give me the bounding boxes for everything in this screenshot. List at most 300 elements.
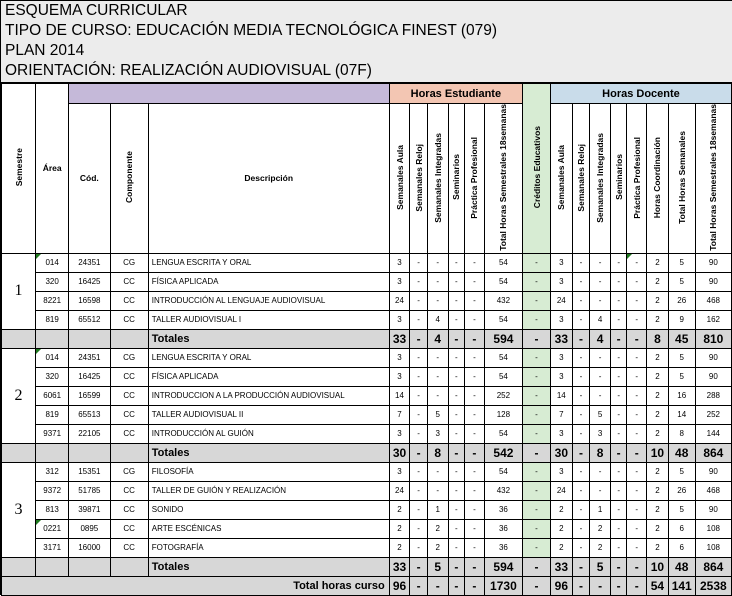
- table-cell: -: [590, 462, 611, 481]
- table-cell: 108: [695, 519, 731, 538]
- table-cell: 3: [389, 310, 410, 329]
- totals-label: Totales: [148, 443, 389, 462]
- total-value: 33: [550, 557, 572, 576]
- table-cell: -: [523, 481, 551, 500]
- subject-code: 16425: [69, 272, 110, 291]
- table-cell: 252: [484, 386, 522, 405]
- col-d-semanales-reloj: Semanales Reloj: [572, 104, 590, 254]
- subject-description: FILOSOFÍA: [148, 462, 389, 481]
- table-cell: -: [465, 405, 485, 424]
- group-blank: [69, 84, 389, 104]
- table-cell: 7: [389, 405, 410, 424]
- table-cell: 2: [647, 538, 669, 557]
- table-cell: -: [465, 291, 485, 310]
- area-code: 320: [36, 367, 69, 386]
- table-cell: 2: [389, 519, 410, 538]
- subject-description: ARTE ESCÉNICAS: [148, 519, 389, 538]
- total-value: -: [465, 443, 485, 462]
- table-cell: -: [465, 367, 485, 386]
- table-cell: -: [448, 519, 465, 538]
- table-cell: -: [572, 405, 590, 424]
- component-code: CC: [110, 405, 148, 424]
- total-value: -: [410, 329, 428, 348]
- table-cell: 2: [647, 367, 669, 386]
- subject-code: 16598: [69, 291, 110, 310]
- table-cell: 5: [668, 500, 695, 519]
- table-cell: -: [410, 481, 428, 500]
- table-cell: 2: [647, 424, 669, 443]
- component-code: CC: [110, 272, 148, 291]
- table-cell: -: [448, 405, 465, 424]
- table-cell: 288: [695, 386, 731, 405]
- total-value: 4: [427, 329, 448, 348]
- table-cell: 54: [484, 424, 522, 443]
- table-cell: 54: [484, 253, 522, 272]
- component-code: CC: [110, 481, 148, 500]
- blank-cell: [110, 329, 148, 348]
- table-cell: -: [448, 500, 465, 519]
- col-cod: Cód.: [69, 104, 110, 254]
- total-value: 10: [647, 557, 669, 576]
- total-value: -: [465, 329, 485, 348]
- total-value: -: [627, 443, 647, 462]
- table-cell: 2: [590, 519, 611, 538]
- table-cell: -: [610, 310, 627, 329]
- area-code: 0221: [36, 519, 69, 538]
- table-row: [2, 386, 732, 405]
- table-cell: -: [610, 500, 627, 519]
- table-cell: 1: [590, 500, 611, 519]
- table-cell: -: [427, 253, 448, 272]
- table-cell: -: [627, 405, 647, 424]
- table-cell: 5: [668, 462, 695, 481]
- table-cell: 432: [484, 291, 522, 310]
- table-cell: 54: [484, 310, 522, 329]
- table-row: [2, 272, 732, 291]
- subject-code: 65512: [69, 310, 110, 329]
- table-cell: 3: [389, 272, 410, 291]
- table-cell: -: [572, 519, 590, 538]
- col-d-semanales-integradas: Semanales Integradas: [590, 104, 611, 254]
- subject-description: TALLER AUDIOVISUAL I: [148, 310, 389, 329]
- table-cell: 14: [668, 405, 695, 424]
- table-cell: 2: [550, 519, 572, 538]
- subject-code: 22105: [69, 424, 110, 443]
- table-cell: 3: [550, 462, 572, 481]
- table-cell: 90: [695, 348, 731, 367]
- table-cell: -: [610, 538, 627, 557]
- grand-total-value: -: [523, 576, 551, 595]
- total-value: -: [523, 557, 551, 576]
- table-cell: -: [465, 424, 485, 443]
- table-cell: -: [465, 462, 485, 481]
- col-area: Área: [36, 84, 69, 254]
- total-value: 594: [484, 557, 522, 576]
- table-cell: 3: [550, 310, 572, 329]
- table-row: [2, 405, 732, 424]
- table-cell: -: [465, 481, 485, 500]
- table-cell: -: [410, 538, 428, 557]
- table-cell: -: [448, 386, 465, 405]
- total-value: 4: [590, 329, 611, 348]
- table-cell: -: [410, 424, 428, 443]
- table-cell: -: [627, 538, 647, 557]
- table-cell: -: [610, 291, 627, 310]
- table-cell: 54: [484, 462, 522, 481]
- table-cell: -: [523, 386, 551, 405]
- sheet-header: [1, 1, 732, 83]
- table-cell: 2: [647, 291, 669, 310]
- total-value: -: [448, 557, 465, 576]
- table-row: [2, 348, 732, 367]
- total-value: 864: [695, 443, 731, 462]
- table-cell: -: [627, 272, 647, 291]
- table-cell: -: [410, 291, 428, 310]
- area-code: 312: [36, 462, 69, 481]
- subject-description: LENGUA ESCRITA Y ORAL: [148, 348, 389, 367]
- grand-total-value: -: [590, 576, 611, 595]
- total-value: -: [627, 329, 647, 348]
- table-cell: -: [523, 310, 551, 329]
- grand-total-value: 96: [389, 576, 410, 595]
- table-cell: -: [410, 519, 428, 538]
- table-cell: -: [448, 538, 465, 557]
- component-code: CC: [110, 519, 148, 538]
- table-cell: -: [410, 272, 428, 291]
- table-cell: 2: [647, 348, 669, 367]
- grand-total-value: 2538: [695, 576, 731, 595]
- col-total-semestrales: Total Horas Semestrales 18semanas: [484, 104, 522, 254]
- total-value: 48: [668, 557, 695, 576]
- total-value: -: [410, 557, 428, 576]
- table-cell: 36: [484, 538, 522, 557]
- curriculum-table: [1, 83, 732, 596]
- blank-cell: [69, 557, 110, 576]
- table-cell: 26: [668, 481, 695, 500]
- area-code: 6061: [36, 386, 69, 405]
- table-cell: -: [572, 253, 590, 272]
- component-code: CC: [110, 500, 148, 519]
- table-cell: 2: [590, 538, 611, 557]
- table-cell: -: [410, 348, 428, 367]
- subject-code: 39871: [69, 500, 110, 519]
- blank-cell: [69, 443, 110, 462]
- table-cell: 2: [389, 538, 410, 557]
- table-cell: -: [465, 386, 485, 405]
- total-value: 8: [647, 329, 669, 348]
- component-code: CC: [110, 310, 148, 329]
- col-d-seminarios: Seminarios: [610, 104, 627, 254]
- table-cell: -: [627, 462, 647, 481]
- table-cell: -: [610, 348, 627, 367]
- table-cell: -: [465, 348, 485, 367]
- total-value: 33: [550, 329, 572, 348]
- table-cell: -: [572, 386, 590, 405]
- semester-number: 1: [2, 253, 36, 329]
- table-cell: -: [572, 291, 590, 310]
- subject-description: INTRODUCCIÓN AL GUIÓN: [148, 424, 389, 443]
- table-cell: -: [448, 462, 465, 481]
- table-cell: -: [523, 424, 551, 443]
- table-row: [2, 500, 732, 519]
- table-cell: 162: [695, 310, 731, 329]
- subject-code: 65513: [69, 405, 110, 424]
- table-cell: -: [590, 272, 611, 291]
- table-cell: 36: [484, 500, 522, 519]
- table-cell: -: [448, 481, 465, 500]
- blank-cell: [110, 557, 148, 576]
- table-cell: -: [410, 500, 428, 519]
- total-value: -: [572, 443, 590, 462]
- total-value: -: [572, 557, 590, 576]
- subject-description: SONIDO: [148, 500, 389, 519]
- area-code: 3171: [36, 538, 69, 557]
- grand-total-value: -: [410, 576, 428, 595]
- component-code: CC: [110, 386, 148, 405]
- table-cell: -: [610, 386, 627, 405]
- table-cell: -: [427, 462, 448, 481]
- table-cell: 2: [427, 519, 448, 538]
- table-cell: 54: [484, 367, 522, 386]
- table-cell: 468: [695, 481, 731, 500]
- blank-cell: [110, 443, 148, 462]
- table-cell: -: [465, 519, 485, 538]
- grand-total-value: -: [448, 576, 465, 595]
- table-cell: 24: [389, 481, 410, 500]
- blank-cell: [2, 557, 36, 576]
- totals-label: Totales: [148, 557, 389, 576]
- table-cell: 5: [668, 272, 695, 291]
- table-cell: -: [610, 424, 627, 443]
- total-value: -: [465, 557, 485, 576]
- table-cell: 14: [550, 386, 572, 405]
- table-cell: 24: [550, 481, 572, 500]
- grand-total-value: -: [572, 576, 590, 595]
- table-cell: -: [523, 500, 551, 519]
- total-value: -: [410, 443, 428, 462]
- total-value: 30: [389, 443, 410, 462]
- table-cell: 3: [550, 253, 572, 272]
- table-cell: -: [448, 310, 465, 329]
- subject-description: INTRODUCCIÓN AL LENGUAJE AUDIOVISUAL: [148, 291, 389, 310]
- table-cell: 468: [695, 291, 731, 310]
- subject-description: INTRODUCCION A LA PRODUCCIÓN AUDIOVISUAL: [148, 386, 389, 405]
- table-cell: -: [572, 462, 590, 481]
- blank-cell: [36, 329, 69, 348]
- table-cell: -: [627, 253, 647, 272]
- table-cell: 108: [695, 538, 731, 557]
- total-value: 810: [695, 329, 731, 348]
- table-cell: -: [427, 386, 448, 405]
- col-d-semanales-aula: Semanales Aula: [550, 104, 572, 254]
- table-cell: 3: [389, 348, 410, 367]
- table-cell: -: [590, 253, 611, 272]
- table-cell: -: [627, 310, 647, 329]
- area-code: 813: [36, 500, 69, 519]
- table-cell: -: [465, 500, 485, 519]
- group-horas-estudiante: Horas Estudiante: [389, 84, 522, 104]
- table-cell: -: [427, 348, 448, 367]
- semester-number: 3: [2, 462, 36, 557]
- area-code: 819: [36, 405, 69, 424]
- subject-code: 24351: [69, 253, 110, 272]
- total-value: 5: [590, 557, 611, 576]
- table-cell: -: [627, 291, 647, 310]
- blank-cell: [36, 443, 69, 462]
- table-cell: 432: [484, 481, 522, 500]
- table-cell: 252: [695, 405, 731, 424]
- table-cell: -: [627, 519, 647, 538]
- table-row: [2, 291, 732, 310]
- table-cell: -: [523, 272, 551, 291]
- total-value: 33: [389, 557, 410, 576]
- total-value: 542: [484, 443, 522, 462]
- table-cell: 3: [550, 424, 572, 443]
- table-cell: 4: [590, 310, 611, 329]
- table-cell: 6: [668, 519, 695, 538]
- table-cell: -: [465, 310, 485, 329]
- table-cell: 3: [550, 367, 572, 386]
- table-cell: 90: [695, 500, 731, 519]
- table-row: [2, 253, 732, 272]
- table-cell: 9: [668, 310, 695, 329]
- grand-total-value: 96: [550, 576, 572, 595]
- table-cell: 5: [668, 348, 695, 367]
- table-cell: -: [523, 291, 551, 310]
- table-cell: 5: [668, 253, 695, 272]
- table-cell: 7: [550, 405, 572, 424]
- blank-cell: [2, 329, 36, 348]
- table-row: [2, 481, 732, 500]
- table-cell: -: [610, 367, 627, 386]
- table-cell: 16: [668, 386, 695, 405]
- table-cell: 4: [427, 310, 448, 329]
- table-cell: -: [523, 519, 551, 538]
- col-componente: Componente: [110, 104, 148, 254]
- table-cell: 2: [550, 500, 572, 519]
- subject-code: 51785: [69, 481, 110, 500]
- total-value: 5: [427, 557, 448, 576]
- grand-total-value: -: [427, 576, 448, 595]
- table-cell: -: [410, 405, 428, 424]
- table-cell: 24: [550, 291, 572, 310]
- table-cell: -: [590, 291, 611, 310]
- table-cell: -: [427, 272, 448, 291]
- col-total-semanales: Total Horas Semanales: [668, 104, 695, 254]
- col-d-practica-profesional: Práctica Profesional: [627, 104, 647, 254]
- table-cell: 3: [389, 253, 410, 272]
- table-cell: 5: [427, 405, 448, 424]
- table-cell: -: [523, 462, 551, 481]
- grand-total-value: -: [465, 576, 485, 595]
- total-value: 8: [427, 443, 448, 462]
- table-cell: -: [523, 253, 551, 272]
- col-practica-profesional: Práctica Profesional: [465, 104, 485, 254]
- area-code: 9372: [36, 481, 69, 500]
- total-value: -: [448, 443, 465, 462]
- subject-description: FÍSICA APLICADA: [148, 272, 389, 291]
- col-semanales-reloj: Semanales Reloj: [410, 104, 428, 254]
- table-cell: 2: [647, 405, 669, 424]
- area-code: 014: [36, 253, 69, 272]
- table-cell: -: [572, 348, 590, 367]
- table-cell: 3: [389, 462, 410, 481]
- component-code: CC: [110, 538, 148, 557]
- grand-total-row: [2, 576, 732, 595]
- blank-cell: [69, 329, 110, 348]
- table-cell: 6: [668, 538, 695, 557]
- total-value: 30: [550, 443, 572, 462]
- table-cell: 2: [389, 500, 410, 519]
- semester-totals-row: [2, 557, 732, 576]
- table-cell: 54: [484, 348, 522, 367]
- component-code: CC: [110, 367, 148, 386]
- col-descripcion: Descripción: [148, 104, 389, 254]
- total-value: -: [610, 557, 627, 576]
- subject-code: 16425: [69, 367, 110, 386]
- col-horas-coordinacion: Horas Coordinación: [647, 104, 669, 254]
- table-cell: -: [610, 253, 627, 272]
- total-value: 45: [668, 329, 695, 348]
- totals-label: Totales: [148, 329, 389, 348]
- title-line: ESQUEMA CURRICULAR: [5, 2, 188, 19]
- orientation-line: ORIENTACIÓN: REALIZACIÓN AUDIOVISUAL (07F): [5, 62, 372, 79]
- blank-cell: [2, 443, 36, 462]
- table-cell: 14: [389, 386, 410, 405]
- table-cell: 36: [484, 519, 522, 538]
- table-cell: -: [448, 367, 465, 386]
- table-cell: -: [448, 348, 465, 367]
- total-value: -: [610, 443, 627, 462]
- total-value: -: [448, 329, 465, 348]
- table-cell: -: [410, 253, 428, 272]
- table-cell: -: [410, 367, 428, 386]
- component-code: CC: [110, 424, 148, 443]
- table-cell: 2: [647, 500, 669, 519]
- table-cell: -: [427, 291, 448, 310]
- subject-code: 16599: [69, 386, 110, 405]
- table-cell: 2: [647, 253, 669, 272]
- grand-total-value: -: [627, 576, 647, 595]
- table-cell: -: [627, 386, 647, 405]
- table-cell: -: [410, 386, 428, 405]
- col-d-total-semestrales: Total Horas Semestrales 18semanas: [695, 104, 731, 254]
- total-value: -: [610, 329, 627, 348]
- table-cell: 2: [647, 272, 669, 291]
- table-cell: 5: [668, 367, 695, 386]
- table-cell: -: [610, 462, 627, 481]
- component-code: CC: [110, 291, 148, 310]
- table-cell: 128: [484, 405, 522, 424]
- subject-description: TALLER AUDIOVISUAL II: [148, 405, 389, 424]
- table-cell: -: [427, 481, 448, 500]
- component-code: CG: [110, 348, 148, 367]
- subject-code: 0895: [69, 519, 110, 538]
- total-value: 33: [389, 329, 410, 348]
- table-row: [2, 310, 732, 329]
- table-cell: -: [465, 272, 485, 291]
- table-cell: -: [590, 367, 611, 386]
- table-cell: -: [427, 367, 448, 386]
- table-cell: -: [572, 272, 590, 291]
- table-cell: 26: [668, 291, 695, 310]
- table-cell: -: [572, 481, 590, 500]
- grand-total-value: 54: [647, 576, 669, 595]
- semester-totals-row: [2, 443, 732, 462]
- table-cell: -: [627, 500, 647, 519]
- col-semestre: Semestre: [2, 84, 36, 254]
- total-value: 48: [668, 443, 695, 462]
